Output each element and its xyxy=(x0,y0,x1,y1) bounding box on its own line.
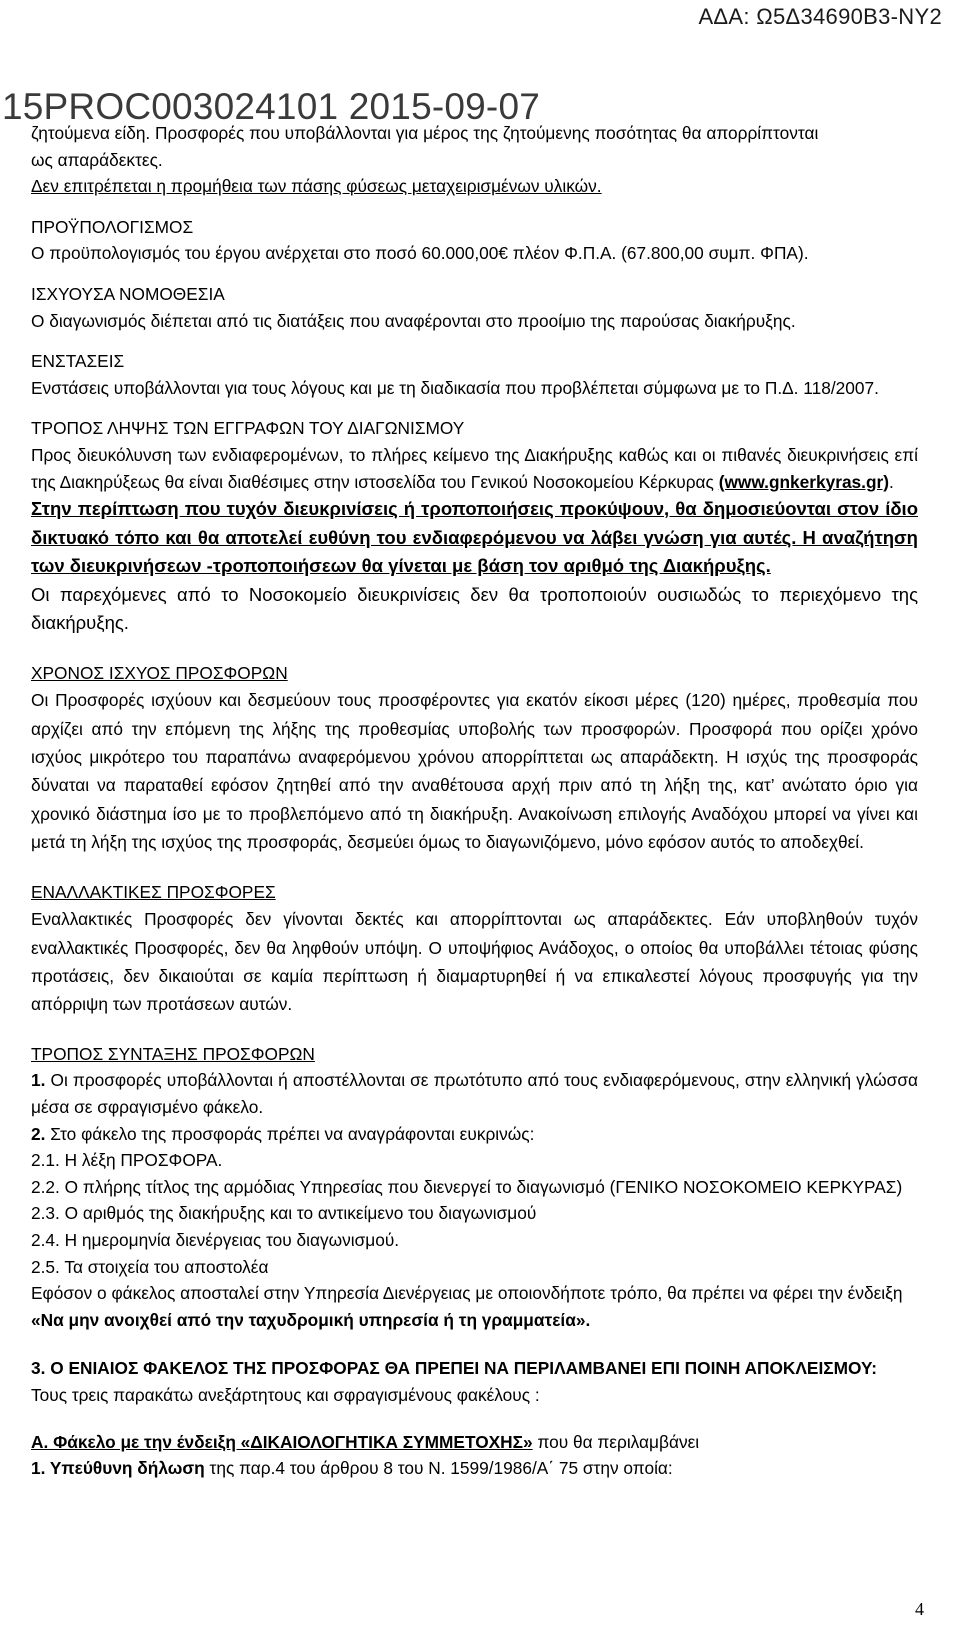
documents-body: Προς διευκόλυνση των ενδιαφερομένων, το πλήρες κείμενο της Διακήρυξης καθώς και οι πιθανές διευκρινήσεις επί της Διακηρύξεως θα είναι διαθέσιμες στην ιστοσελίδα του Γενικού Νοσοκομείου Κέρκυρας xyxy=(31,444,918,492)
website-after: . xyxy=(889,471,894,492)
ada-code: ΑΔΑ: Ω5Δ34690Β3-ΝΥ2 xyxy=(698,4,942,29)
point-1-number: 1. xyxy=(31,1070,46,1091)
documents-text xyxy=(31,442,918,495)
method-sender-bold: «Να μην ανοιχθεί από την ταχυδρομική υπηρεσία ή τη γραμματεία». xyxy=(31,1309,591,1330)
law-text: Ο διαγωνισμός διέπεται από τις διατάξεις που αναφέρονται στο προοίμιο της παρούσας διακήρυξης. xyxy=(31,310,796,331)
objections-heading: ΕΝΣΤΑΣΕΙΣ xyxy=(31,351,125,372)
alternatives-text: Εναλλακτικές Προσφορές δεν γίνονται δεκτές και απορρίπτονται ως απαράδεκτες. Εάν υποβληθούν τυχόν εναλλακτικές Προσφορές, δεν θα ληφθούν υπόψη. Ο υποψήφιος Ανάδοχος, ο οποίος θα υποβάλλει τέτοιας φύσης προτάσεις, δεν δικαιούται σε καμία περίπτωση ή διαμαρτυρηθεί ή να επικαλεστεί λόγους προσφυγής για την απόρριψη των προτάσεων αυτών. xyxy=(31,909,918,1015)
budget-text: Ο προϋπολογισμός του έργου ανέρχεται στο ποσό 60.000,00€ πλέον Φ.Π.Α. (67.800,00 συμπ. ΦΠΑ). xyxy=(31,243,809,264)
intro-line-3: Δεν επιτρέπεται η προμήθεια των πάσης φύσεως μεταχειρισμένων υλικών. xyxy=(31,176,602,197)
envelope-one xyxy=(31,1455,918,1482)
point-1-text: Οι προσφορές υποβάλλονται ή αποστέλλονται σε πρωτότυπο από τους ενδιαφερόμενους, στην ελληνική γλώσσα μέσα σε σφραγισμένο φάκελο. xyxy=(31,1070,918,1118)
envelope-a xyxy=(31,1429,918,1456)
law-heading: ΙΣΧΥΟΥΣΑ ΝΟΜΟΘΕΣΙΑ xyxy=(31,283,225,304)
method-sender: Εφόσον ο φάκελος αποσταλεί στην Υπηρεσία Διενέργειας με οποιονδήποτε τρόπο, θα πρέπει να φέρει την ένδειξη xyxy=(31,1283,903,1304)
method-item: 2.1. Η λέξη ΠΡΟΣΦΟΡΑ. xyxy=(31,1150,223,1171)
budget-heading: ΠΡΟΫΠΟΛΟΓΙΣΜΟΣ xyxy=(31,216,194,237)
method-point-2 xyxy=(31,1121,918,1148)
documents-notice: Στην περίπτωση που τυχόν διευκρινίσεις ή τροποποιήσεις προκύψουν, θα δημοσιεύονται στον ίδιο δικτυακό τόπο και θα αποτελεί ευθύνη του ενδιαφερόμενου να λάβει γνώση για αυτές. Η αναζήτηση των διευκρινήσεων -τροποποιήσεων θα γίνεται με βάση τον αριθμό της Διακήρυξης. xyxy=(31,498,918,577)
envelope-text: Τους τρεις παρακάτω ανεξάρτητους και σφραγισμένους φακέλους : xyxy=(31,1385,540,1405)
method-item: 2.3. Ο αριθμός της διακήρυξης και το αντικείμενο του διαγωνισμού xyxy=(31,1203,537,1224)
documents-heading: ΤΡΟΠΟΣ ΛΗΨΗΣ ΤΩΝ ΕΓΓΡΑΦΩΝ ΤΟΥ ΔΙΑΓΩΝΙΣΜΟΥ xyxy=(31,418,465,439)
envelope-one-rest: της παρ.4 του άρθρου 8 του Ν. 1599/1986/Α΄ 75 στην οποία: xyxy=(204,1458,673,1479)
method-item: 2.2. Ο πλήρης τίτλος της αρμόδιας Υπηρεσίας που διενεργεί το διαγωνισμό (ΓΕΝΙΚΟ ΝΟΣΟΚΟΜΕΙΟ ΚΕΡΚΥΡΑΣ) xyxy=(31,1176,903,1197)
page-number: 4 xyxy=(915,1599,924,1619)
validity-heading: ΧΡΟΝΟΣ ΙΣΧΥΟΣ ΠΡΟΣΦΟΡΩΝ xyxy=(31,662,288,683)
intro-line-2: ως απαράδεκτες. xyxy=(31,149,163,170)
method-heading: ΤΡΟΠΟΣ ΣΥΝΤΑΞΗΣ ΠΡΟΣΦΟΡΩΝ xyxy=(31,1043,315,1064)
envelope-a-rest: που θα περιλαμβάνει xyxy=(532,1431,700,1452)
envelope-heading: 3. Ο ΕΝΙΑΙΟΣ ΦΑΚΕΛΟΣ ΤΗΣ ΠΡΟΣΦΟΡΑΣ ΘΑ ΠΡΕΠΕΙ ΝΑ ΠΕΡΙΛΑΜΒΑΝΕΙ ΕΠΙ ΠΟΙΝΗ ΑΠΟΚΛΕΙΣΜΟΥ: xyxy=(31,1358,877,1379)
objections-text: Ενστάσεις υποβάλλονται για τους λόγους και με τη διαδικασία που προβλέπεται σύμφωνα με το Π.Δ. 118/2007. xyxy=(31,377,879,398)
alternatives-heading: ΕΝΑΛΛΑΚΤΙΚΕΣ ΠΡΟΣΦΟΡΕΣ xyxy=(31,881,276,902)
method-item: 2.5. Τα στοιχεία του αποστολέα xyxy=(31,1256,269,1277)
validity-text: Οι Προσφορές ισχύουν και δεσμεύουν τους προσφέροντες για εκατόν είκοσι μέρες (120) ημέρες, προθεσμία που αρχίζει από την επόμενη της λήξης της προθεσμίας υποβολής των προσφορών. Προσφορά που ορίζει χρόνο ισχύος μικρότερο του παραπάνω αναφερόμενου χρόνου απορρίπτεται ως απαράδεκτη. Η ισχύς της προσφοράς δύναται να παραταθεί εφόσον ζητηθεί από την αναθέτουσα αρχή πριν από τη λήξη της, κατ’ ανώτατο όριο για χρονικό διάστημα ίσο με το προβλεπόμενο από τη διακήρυξη. Ανακοίνωση επιλογής Αναδόχου μπορεί να γίνει και μετά τη λήξη της ισχύος της προσφοράς, δεσμεύει όμως το διαγωνιζόμενο, μόνο εφόσον αυτός το αποδεχθεί. xyxy=(31,690,918,853)
documents-note: Οι παρεχόμενες από το Νοσοκομείο διευκρινίσεις δεν θα τροποποιούν ουσιωδώς το περιεχόμενο της διακήρυξης. xyxy=(31,583,918,634)
point-2-text: Στο φάκελο της προσφοράς πρέπει να αναγράφονται ευκρινώς: xyxy=(45,1123,535,1144)
method-item: 2.4. Η ημερομηνία διενέργειας του διαγωνισμού. xyxy=(31,1230,400,1251)
envelope-a-label: Α. Φάκελο με την ένδειξη «ΔΙΚΑΙΟΛΟΓΗΤΙΚΑ ΣΥΜΜΕΤΟΧΗΣ» xyxy=(31,1431,533,1452)
method-point-1 xyxy=(31,1067,918,1120)
intro-line-1: ζητούμενα είδη. Προσφορές που υποβάλλονται για μέρος της ζητούμενης ποσότητας θα απορρίπτονται xyxy=(31,123,819,143)
document-page xyxy=(31,120,918,1482)
website-link[interactable]: (www.gnkerkyras.gr) xyxy=(718,471,890,492)
point-2-number: 2. xyxy=(31,1123,46,1144)
watermark-protocol: 15PROC003024101 2015-09-07 xyxy=(2,86,540,127)
envelope-one-label: 1. Υπεύθυνη δήλωση xyxy=(31,1458,205,1479)
